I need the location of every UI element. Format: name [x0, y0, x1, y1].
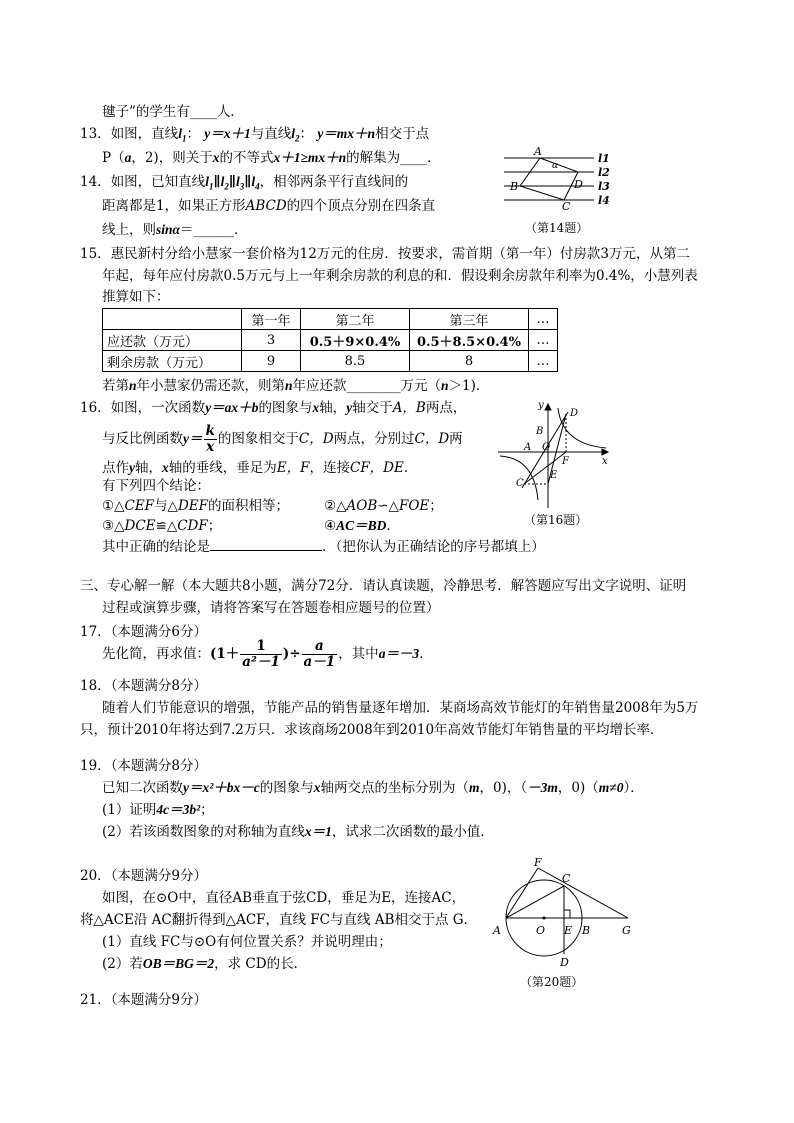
- q16-conclusion-1: ①△CEF与△DEF的面积相等；: [102, 498, 289, 514]
- fig14-line-label: l4: [598, 194, 610, 207]
- q14-number: 14．: [80, 174, 111, 190]
- fraction-a-over-a-1: $\frac{a}{a-1}$: [303, 638, 336, 670]
- figure-14-caption: （第14题）: [525, 221, 589, 235]
- section-3-header: 三、专心解一解（本大题共8小题，满分72分．请认真读题，冷静思考．解答题应写出文字说明、证明: [80, 578, 687, 594]
- q20-part2: (2）若OB＝BG＝2，求 CD的长．: [102, 956, 308, 972]
- table-row: 应还款（万元） 3 0.5＋9×0.4% 0.5＋8.5×0.4% …: [103, 330, 558, 351]
- fig20-label: O: [536, 924, 546, 937]
- parallel-lines-expr: $l_1\parallel l_2\parallel l_3\parallel l_4$: [205, 174, 260, 192]
- q18-line1: 随着人们节能意识的增强，节能产品的销售量逐年增加．某商场高效节能灯的年销售量2008年为5万: [102, 700, 699, 716]
- q16-line1: 16．如图，一次函数y＝ax＋b的图象与x轴，y轴交于A，B两点，: [80, 400, 467, 416]
- fig16-label: E: [550, 470, 558, 481]
- figure-20: [488, 852, 638, 974]
- q15-line3: 推算如下：: [102, 289, 170, 305]
- answer-blank[interactable]: [210, 536, 322, 551]
- center-point: [543, 917, 546, 920]
- fig20-label: D: [560, 956, 569, 969]
- q13-line2: P（a，2)，则关于x的不等式x＋1≥mx＋n的解集为____．: [102, 150, 441, 166]
- fig16-label: A: [524, 442, 532, 453]
- q19-header: 19．（本题满分8分）: [80, 758, 208, 774]
- q14-line3: 线上，则sinα＝______．: [102, 222, 248, 238]
- table-row: 第一年 第二年 第三年 …: [103, 309, 558, 330]
- fraction-k-over-x: $\frac{k}{x}$: [205, 423, 215, 455]
- q16-conclusion-2: ②△AOB∽△FOE；: [324, 498, 443, 514]
- q15-number: 15．: [80, 246, 111, 262]
- fig16-label: y: [538, 400, 544, 411]
- section-3-header-line2: 过程或演算步骤，请将答案写在答题卷相应题号的位置）: [102, 600, 440, 616]
- fig16-label: O: [542, 442, 551, 453]
- fig14-label: α: [552, 161, 559, 171]
- q18-line2: 只，预计2010年将达到7.2万只．求该商场2008年到2010年高效节能灯年销售量的平均增长率．: [80, 722, 664, 738]
- fig14-label: A: [534, 145, 542, 158]
- q15-line4: 若第n年小慧家仍需还款，则第n年应还款________万元（n＞1)．: [102, 378, 490, 394]
- figure-20-caption: （第20题）: [520, 975, 584, 989]
- fig14-line-label: l2: [598, 166, 610, 179]
- q20-part1: (1）直线 FC与⊙O有何位置关系？并说明理由；: [102, 934, 392, 950]
- q20-number: 20．: [80, 868, 111, 884]
- figure-16-caption: （第16题）: [524, 513, 588, 527]
- q19-part1: (1）证明4c＝3b²；: [102, 802, 214, 818]
- q17-body: 先化简，再求值：(1＋ $\frac{1}{\text{a²－1}}$ )÷ $\frac{a}{a-1}$ ，其中a＝－3．: [102, 638, 433, 670]
- q16-line4: 有下列四个结论：: [102, 478, 210, 494]
- q16-conclusion-3: ③△DCE≌△CDF；: [102, 518, 222, 534]
- q15-line1: 15．惠民新村分给小慧家一套价格为12万元的住房．按要求，需首期（第一年）付房款3万元，从第二: [80, 246, 690, 262]
- fig16-label: x: [602, 456, 608, 467]
- q12-tail: 毽子”的学生有____人．: [102, 104, 244, 120]
- q19-line1: 已知二次函数y＝x²＋bx－c的图象与x轴两交点的坐标分别为（m，0)，（－3m，0)（m≠0）．: [102, 780, 644, 796]
- q16-number: 16．: [80, 400, 111, 416]
- fig16-label: C: [516, 478, 524, 489]
- q17-number: 17．: [80, 624, 111, 640]
- q16-line6: 其中正确的结论是 ．（把你认为正确结论的序号都填上）: [102, 536, 545, 557]
- fig20-label: A: [493, 924, 501, 937]
- fig20-label: B: [582, 924, 591, 937]
- q13-number: 13．: [80, 126, 111, 142]
- fig14-label: C: [562, 200, 571, 213]
- q19-number: 19．: [80, 758, 111, 774]
- q14-line1: 14．如图，已知直线$l_1\parallel l_2\parallel l_3\parallel l_4$，相邻两条平行直线间的: [80, 174, 409, 192]
- q18-number: 18．: [80, 678, 111, 694]
- fig14-label: D: [574, 178, 583, 191]
- q21-number: 21．: [80, 992, 111, 1008]
- q15-line2: 年起，每年应付房款0.5万元与上一年剩余房款的利息的和．假设剩余房款年利率为0.4%，小慧列表: [102, 268, 698, 284]
- fig20-label: F: [534, 856, 542, 869]
- fig16-label: D: [570, 408, 579, 419]
- fig14-line-label: l1: [598, 152, 610, 165]
- q16-conclusion-4: ④AC＝BD．: [324, 518, 400, 534]
- l2-symbol: $l_2$: [291, 126, 300, 144]
- q16-line3: 点作y轴，x轴的垂线，垂足为E，F，连接CF，DE．: [102, 460, 418, 476]
- q14-line2: 距离都是1，如果正方形ABCD的四个顶点分别在四条直: [102, 198, 436, 214]
- fig14-label: B: [510, 180, 519, 193]
- fig20-label: G: [622, 924, 631, 937]
- q16-line2: 与反比例函数y＝ $\frac{k}{x}$ 的图象相交于C，D两点，分别过C，D两: [102, 423, 463, 455]
- fig16-label: F: [562, 456, 569, 467]
- table-row: 剩余房款（万元） 9 8.5 8 …: [103, 351, 558, 372]
- fig14-line-label: l3: [598, 180, 610, 193]
- l1-symbol: $l_1$: [178, 126, 187, 144]
- repayment-table: [102, 308, 558, 372]
- fraction-1-over-a2-1: $\frac{1}{\text{a²－1}}$: [242, 638, 280, 670]
- fig20-label: E: [564, 924, 573, 937]
- q13-line1: 13．如图，直线$l_1$： y＝x＋1与直线$l_2$： y＝mx＋n相交于点: [80, 126, 430, 144]
- q20-line1: 如图，在⊙O中，直径AB垂直于弦CD，垂足为E，连接AC，: [102, 890, 466, 906]
- q20-header: 20．（本题满分9分）: [80, 868, 208, 884]
- fig16-label: B: [536, 426, 544, 437]
- q21-header: 21．（本题满分9分）: [80, 992, 208, 1008]
- q17-header: 17．（本题满分6分）: [80, 624, 208, 640]
- q19-part2: (2）若该函数图象的对称轴为直线x＝1，试求二次函数的最小值．: [102, 824, 494, 840]
- q20-line2: 将△ACE沿 AC翻折得到△ACF，直线 FC与直线 AB相交于点 G．: [80, 912, 478, 928]
- fig20-label: C: [562, 872, 571, 885]
- figure-16: [496, 396, 618, 512]
- q18-header: 18．（本题满分8分）: [80, 678, 208, 694]
